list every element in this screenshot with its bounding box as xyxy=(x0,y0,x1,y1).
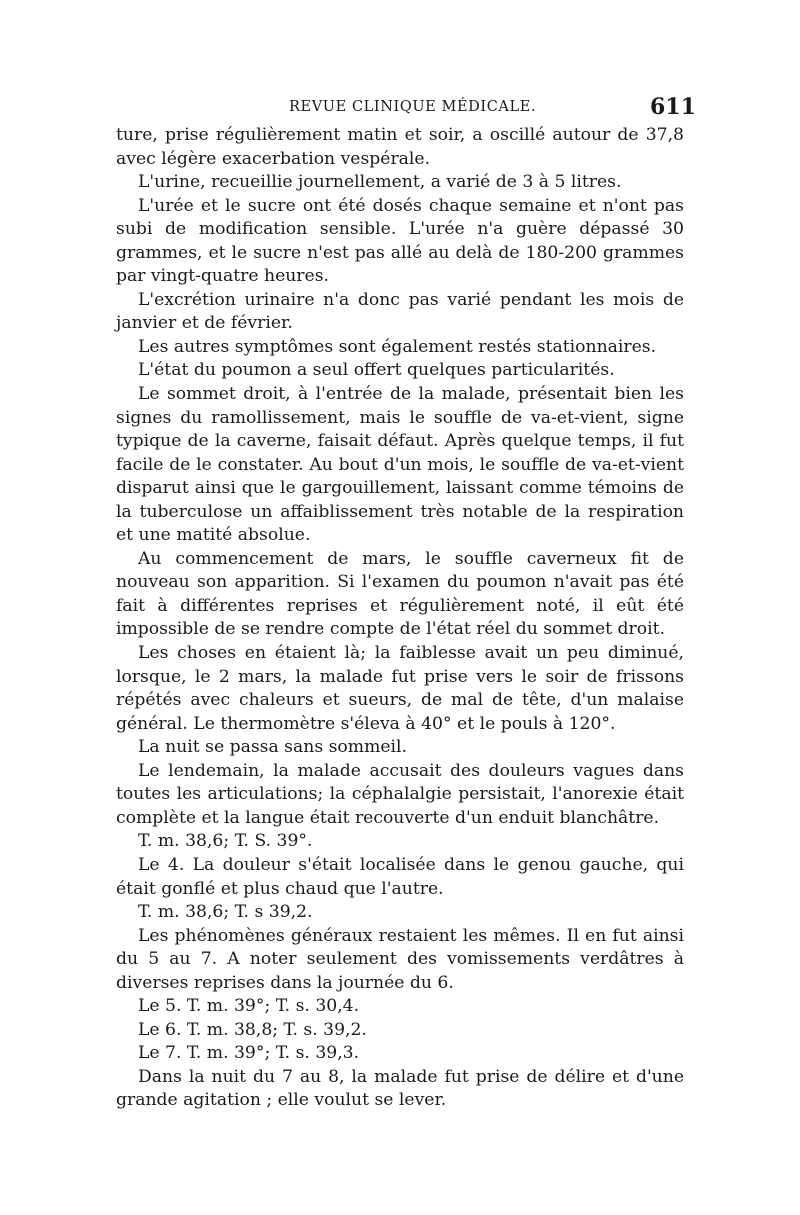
temperature-line: Le 7. T. m. 39°; T. s. 39,3. xyxy=(138,1043,360,1064)
running-head xyxy=(0,94,800,123)
paragraph: ture, prise régulièrement matin et soir, a oscillé autour de 37,8 avec légère exacerbation vespérale. xyxy=(116,125,684,169)
paragraph: Au commencement de mars, le souffle caverneux fit de nouveau son apparition. Si l'examen du poumon n'avait pas été fait à différentes reprises et régulièrement noté, il eût été impossible de se rendre compte de l'état réel du sommet droit. xyxy=(116,548,684,640)
paragraph: Les phénomènes généraux restaient les mêmes. Il en fut ainsi du 5 au 7. A noter seulement des vomissements verdâtres à diverses reprises dans la journée du 6. xyxy=(116,925,684,993)
paragraph: Le 4. La douleur s'était localisée dans le genou gauche, qui était gonflé et plus chaud que l'autre. xyxy=(116,854,684,899)
paragraph: L'état du poumon a seul offert quelques particularités. xyxy=(138,360,615,381)
paragraph: Le sommet droit, à l'entrée de la malade, présentait bien les signes du ramollissement, mais le souffle de va-et-vient, signe typique de la caverne, faisait défaut. Après quelque temps, il fut facile de le constater. Au bout d'un mois, le souffle de va-et-vient disparut ainsi que le gargouillement, laissant comme témoins de la tuberculose un affaiblissement très notable de la respiration et une matité absolue. xyxy=(116,384,684,546)
paragraph: Les choses en étaient là; la faiblesse avait un peu diminué, lorsque, le 2 mars, la malade fut prise vers le soir de frissons répétés avec chaleurs et sueurs, de mal de tête, d'un malaise général. Le thermomètre s'éleva à 40° et le pouls à 120°. xyxy=(116,643,684,734)
paragraph: Dans la nuit du 7 au 8, la malade fut prise de délire et d'une grande agitation ; elle voulut se lever. xyxy=(116,1066,684,1111)
temperature-line: T. m. 38,6; T. S. 39°. xyxy=(138,831,313,852)
body-text xyxy=(116,124,684,1113)
paragraph: L'urine, recueillie journellement, a varié de 3 à 5 litres. xyxy=(138,172,622,193)
paragraph: Le lendemain, la malade accusait des douleurs vagues dans toutes les articulations; la céphalalgie persistait, l'anorexie était complète et la langue était recouverte d'un enduit blanchâtre. xyxy=(116,760,684,828)
running-head-title: REVUE CLINIQUE MÉDICALE. xyxy=(289,99,537,115)
temperature-line: Le 6. T. m. 38,8; T. s. 39,2. xyxy=(138,1019,367,1040)
page-number: 611 xyxy=(650,94,696,120)
paragraph: L'urée et le sucre ont été dosés chaque semaine et n'ont pas subi de modification sensible. L'urée n'a guère dépassé 30 grammes, et le sucre n'est pas allé au delà de 180-200 grammes par vingt-quatre heures. xyxy=(116,195,684,287)
temperature-line: Le 5. T. m. 39°; T. s. 30,4. xyxy=(138,996,360,1017)
temperature-line: T. m. 38,6; T. s 39,2. xyxy=(138,902,313,923)
paragraph: L'excrétion urinaire n'a donc pas varié pendant les mois de janvier et de février. xyxy=(116,289,684,334)
paragraph: Les autres symptômes sont également restés stationnaires. xyxy=(138,336,657,357)
paragraph: La nuit se passa sans sommeil. xyxy=(138,737,407,758)
